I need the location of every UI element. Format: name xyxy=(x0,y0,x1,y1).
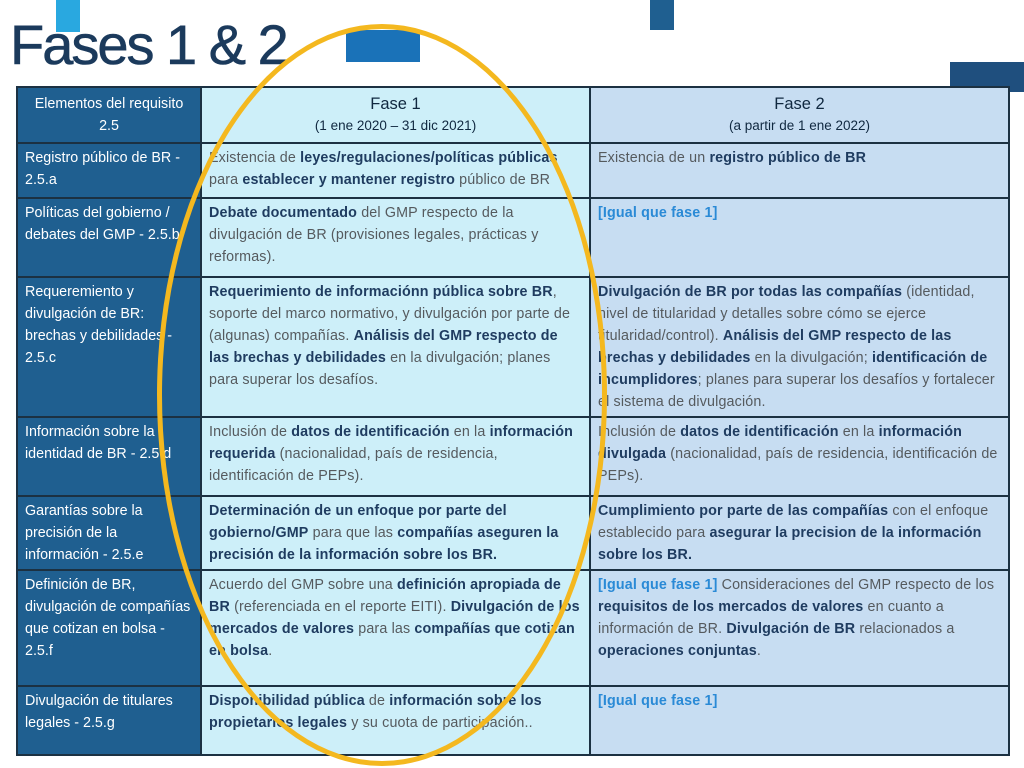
bold-text-segment: información sobre los propietarios legales xyxy=(209,693,542,731)
highlight-text-segment: [Igual que fase 1] xyxy=(598,205,718,221)
bold-text-segment: identificación de incumplidores xyxy=(598,350,988,388)
text-segment: en la xyxy=(838,424,879,440)
bold-text-segment: asegurar la precision de la información sobre los BR. xyxy=(598,525,982,563)
bold-text-segment: definición apropiada de BR xyxy=(209,577,561,615)
text-segment: con el enfoque establecido para xyxy=(598,503,989,541)
bold-text-segment: compañías aseguren la precisión de la información sobre los BR. xyxy=(209,525,559,563)
phase1-cell xyxy=(201,198,590,277)
header-elements: Elementos del requisito 2.5 xyxy=(17,87,201,143)
phase1-cell xyxy=(201,277,590,417)
phase1-cell xyxy=(201,570,590,686)
bold-text-segment: establecer y mantener registro xyxy=(242,172,456,188)
text-segment: Inclusión de xyxy=(209,424,292,440)
text-segment: Existencia de un xyxy=(598,150,710,166)
text-segment: Acuerdo del GMP sobre una xyxy=(209,577,398,593)
bold-text-segment: información requerida xyxy=(209,424,574,462)
phases-table xyxy=(16,86,1010,756)
phase2-cell xyxy=(590,277,1009,417)
text-segment: Inclusión de xyxy=(598,424,681,440)
text-segment: Existencia de xyxy=(209,150,301,166)
text-segment: (nacionalidad, país de residencia, identificación de PEPs). xyxy=(209,446,498,484)
text-segment: en la xyxy=(449,424,490,440)
decor-navy-block xyxy=(650,0,674,30)
requirement-label: Información sobre la identidad de BR - 2.5.d xyxy=(17,417,201,496)
text-segment: de xyxy=(364,693,390,709)
bold-text-segment: Debate documentado xyxy=(209,205,358,221)
phase1-cell xyxy=(201,417,590,496)
text-segment: en la divulgación; xyxy=(750,350,872,366)
text-segment: (referenciada en el reporte EITI). xyxy=(229,599,451,615)
phase1-cell xyxy=(201,686,590,755)
phase2-dates: (a partir de 1 ene 2022) xyxy=(728,118,871,133)
phase2-cell xyxy=(590,686,1009,755)
table-row xyxy=(17,198,1009,277)
decor-blue-bar xyxy=(346,30,420,62)
phase1-cell xyxy=(201,143,590,198)
text-segment: . xyxy=(756,643,761,659)
requirement-label: Divulgación de titulares legales - 2.5.g xyxy=(17,686,201,755)
bold-text-segment: información divulgada xyxy=(598,424,963,462)
requirement-label: Definición de BR, divulgación de compañías que cotizan en bolsa - 2.5.f xyxy=(17,570,201,686)
text-segment: y su cuota de participación.. xyxy=(347,715,533,731)
bold-text-segment: Disponibilidad pública xyxy=(209,693,365,709)
phase2-cell xyxy=(590,417,1009,496)
table-row xyxy=(17,496,1009,570)
text-segment: en la divulgación; planes para superar los desafíos. xyxy=(209,350,551,388)
bold-text-segment: compañías que cotizan en bolsa xyxy=(209,621,575,659)
bold-text-segment: Divulgación de BR xyxy=(726,621,856,637)
table-header-row xyxy=(17,87,1009,143)
table-row xyxy=(17,277,1009,417)
bold-text-segment: datos de identificación xyxy=(680,424,839,440)
bold-text-segment: Análisis del GMP respecto de las brechas y debilidades xyxy=(209,328,558,366)
phase2-cell xyxy=(590,570,1009,686)
text-segment: (identidad, nivel de titularidad y detalles sobre cómo se ejerce titularidad/control). xyxy=(598,284,975,344)
bold-text-segment: Requerimiento de informaciónn pública sobre BR xyxy=(209,284,553,300)
table-row xyxy=(17,417,1009,496)
highlight-text-segment: [Igual que fase 1] xyxy=(598,693,718,709)
bold-text-segment: registro público de BR xyxy=(709,150,867,166)
text-segment: para que las xyxy=(308,525,398,541)
requirement-label: Registro público de BR - 2.5.a xyxy=(17,143,201,198)
text-segment: . xyxy=(268,643,273,659)
requirement-label: Requeremiento y divulgación de BR: brechas y debilidades - 2.5.c xyxy=(17,277,201,417)
phase1-name: Fase 1 xyxy=(370,95,421,113)
bold-text-segment: Divulgación de los mercados de valores xyxy=(209,599,580,637)
page-title: Fases 1 & 2 xyxy=(10,13,287,76)
text-segment: para xyxy=(209,172,243,188)
bold-text-segment: requisitos de los mercados de valores xyxy=(598,599,864,615)
header-phase1 xyxy=(201,87,590,143)
bold-text-segment: Análisis del GMP respecto de las brechas y debilidades xyxy=(598,328,952,366)
text-segment: relacionados a xyxy=(855,621,955,637)
bold-text-segment: datos de identificación xyxy=(291,424,450,440)
phase2-name: Fase 2 xyxy=(774,95,825,113)
bold-text-segment: leyes/regulaciones/políticas públicas xyxy=(300,150,558,166)
bold-text-segment: Determinación de un enfoque por parte del gobierno/GMP xyxy=(209,503,507,541)
phase2-cell xyxy=(590,198,1009,277)
requirement-label: Políticas del gobierno / debates del GMP - 2.5.b xyxy=(17,198,201,277)
text-segment: , soporte del marco normativo, y divulgación por parte de (algunas) compañías. xyxy=(209,284,571,344)
text-segment: Consideraciones del GMP respecto de los xyxy=(717,577,995,593)
requirement-label: Garantías sobre la precisión de la información - 2.5.e xyxy=(17,496,201,570)
highlight-text-segment: [Igual que fase 1] xyxy=(598,577,718,593)
table-row xyxy=(17,143,1009,198)
text-segment: del GMP respecto de la divulgación de BR (provisiones legales, prácticas y reformas). xyxy=(209,205,539,265)
text-segment: en cuanto a información de BR. xyxy=(598,599,944,637)
bold-text-segment: Cumplimiento por parte de las compañías xyxy=(598,503,889,519)
phase1-cell xyxy=(201,496,590,570)
text-segment: (nacionalidad, país de residencia, identificación de PEPs). xyxy=(598,446,998,484)
phase2-cell xyxy=(590,496,1009,570)
phase2-cell xyxy=(590,143,1009,198)
header-phase2 xyxy=(590,87,1009,143)
table-row xyxy=(17,686,1009,755)
phase1-dates: (1 ene 2020 – 31 dic 2021) xyxy=(314,118,477,133)
table-row xyxy=(17,570,1009,686)
bold-text-segment: operaciones conjuntas xyxy=(598,643,757,659)
text-segment: para las xyxy=(354,621,415,637)
bold-text-segment: Divulgación de BR por todas las compañías xyxy=(598,284,903,300)
text-segment: ; planes para superar los desafíos y fortalecer el sistema de divulgación. xyxy=(598,372,995,410)
text-segment: público de BR xyxy=(455,172,551,188)
